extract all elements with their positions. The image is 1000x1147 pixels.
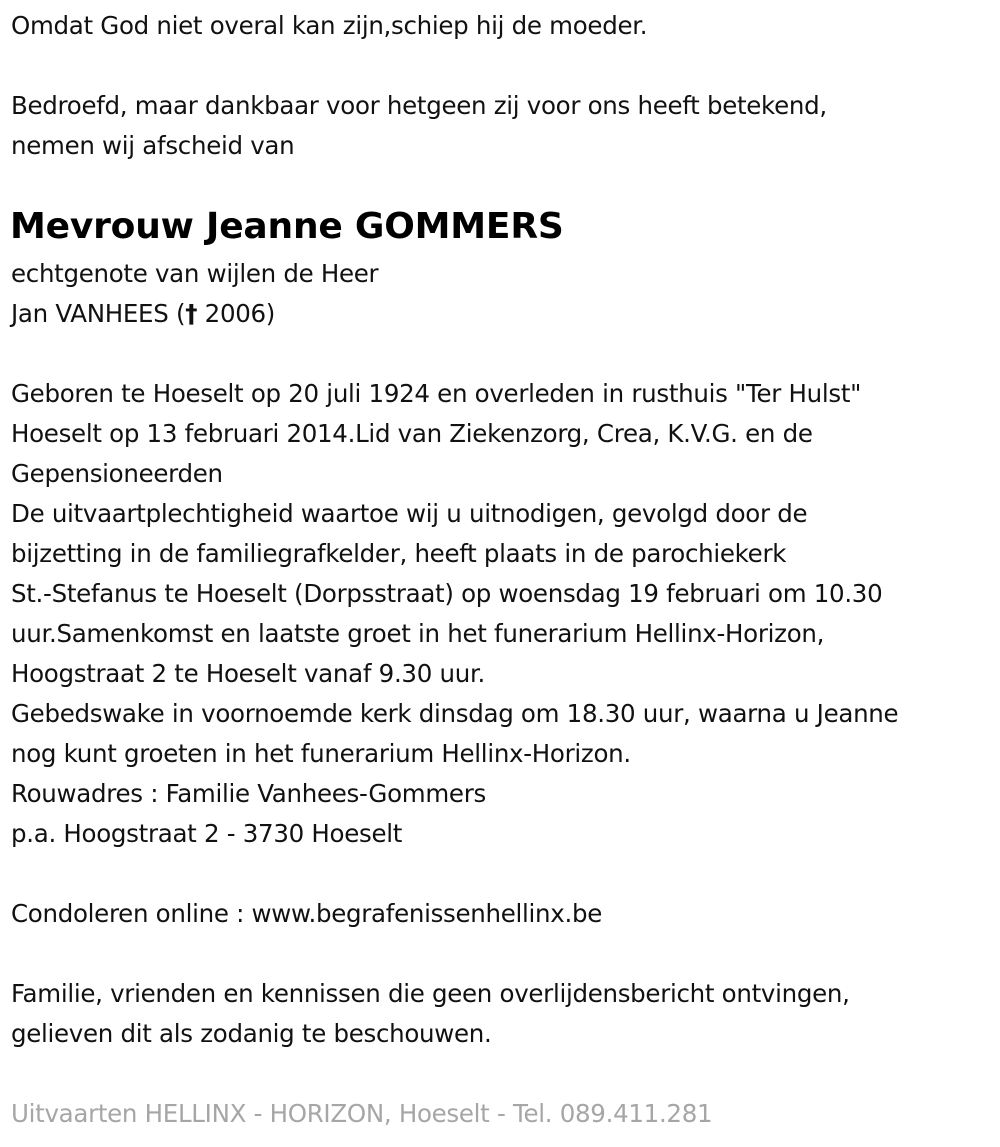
- details-line: De uitvaartplechtigheid waartoe wij u uitnodigen, gevolgd door de: [11, 499, 808, 528]
- details-line: Geboren te Hoeselt op 20 juli 1924 en overleden in rusthuis "Ter Hulst": [11, 379, 862, 408]
- condolence-line: [11, 894, 602, 934]
- mourning-address-line: p.a. Hoogstraat 2 - 3730 Hoeselt: [11, 819, 403, 848]
- notice-line: gelieven dit als zodanig te beschouwen.: [11, 1019, 492, 1048]
- details-line: Gepensioneerden: [11, 459, 223, 488]
- spouse-death-year: 2006): [197, 299, 276, 328]
- details-line: Hoeselt op 13 februari 2014.Lid van Ziekenzorg, Crea, K.V.G. en de: [11, 419, 813, 448]
- details-line: Hoogstraat 2 te Hoeselt vanaf 9.30 uur.: [11, 659, 485, 688]
- condolence-url: www.begrafenissenhellinx.be: [251, 899, 602, 928]
- details-line: nog kunt groeten in het funerarium Hellinx-Horizon.: [11, 739, 631, 768]
- announcement-line: Bedroefd, maar dankbaar voor hetgeen zij voor ons heeft betekend,: [11, 91, 827, 120]
- details-line: Gebedswake in voornoemde kerk dinsdag om 18.30 uur, waarna u Jeanne: [11, 699, 899, 728]
- condolence-label: Condoleren online :: [11, 899, 252, 928]
- relation-text: echtgenote van wijlen de Heer: [11, 259, 379, 288]
- notice-line: Familie, vrienden en kennissen die geen overlijdensbericht ontvingen,: [11, 979, 850, 1008]
- funeral-home-footer: Uitvaarten HELLINX - HORIZON, Hoeselt - Tel. 089.411.281: [11, 1099, 713, 1128]
- announcement-line: nemen wij afscheid van: [11, 131, 295, 160]
- spouse-name: Jan VANHEES (: [11, 299, 186, 328]
- details-line: bijzetting in de familiegrafkelder, heeft plaats in de parochiekerk: [11, 539, 787, 568]
- details-line: St.-Stefanus te Hoeselt (Dorpsstraat) op woensdag 19 februari om 10.30: [11, 579, 883, 608]
- quote-text: Omdat God niet overal kan zijn,schiep hij de moeder.: [11, 11, 648, 40]
- deceased-name: Mevrouw Jeanne GOMMERS: [10, 206, 564, 247]
- mourning-address-line: Rouwadres : Familie Vanhees-Gommers: [11, 779, 486, 808]
- spouse-line: [11, 294, 275, 334]
- details-line: uur.Samenkomst en laatste groet in het funerarium Hellinx-Horizon,: [11, 619, 825, 648]
- cross-icon: †: [185, 299, 198, 328]
